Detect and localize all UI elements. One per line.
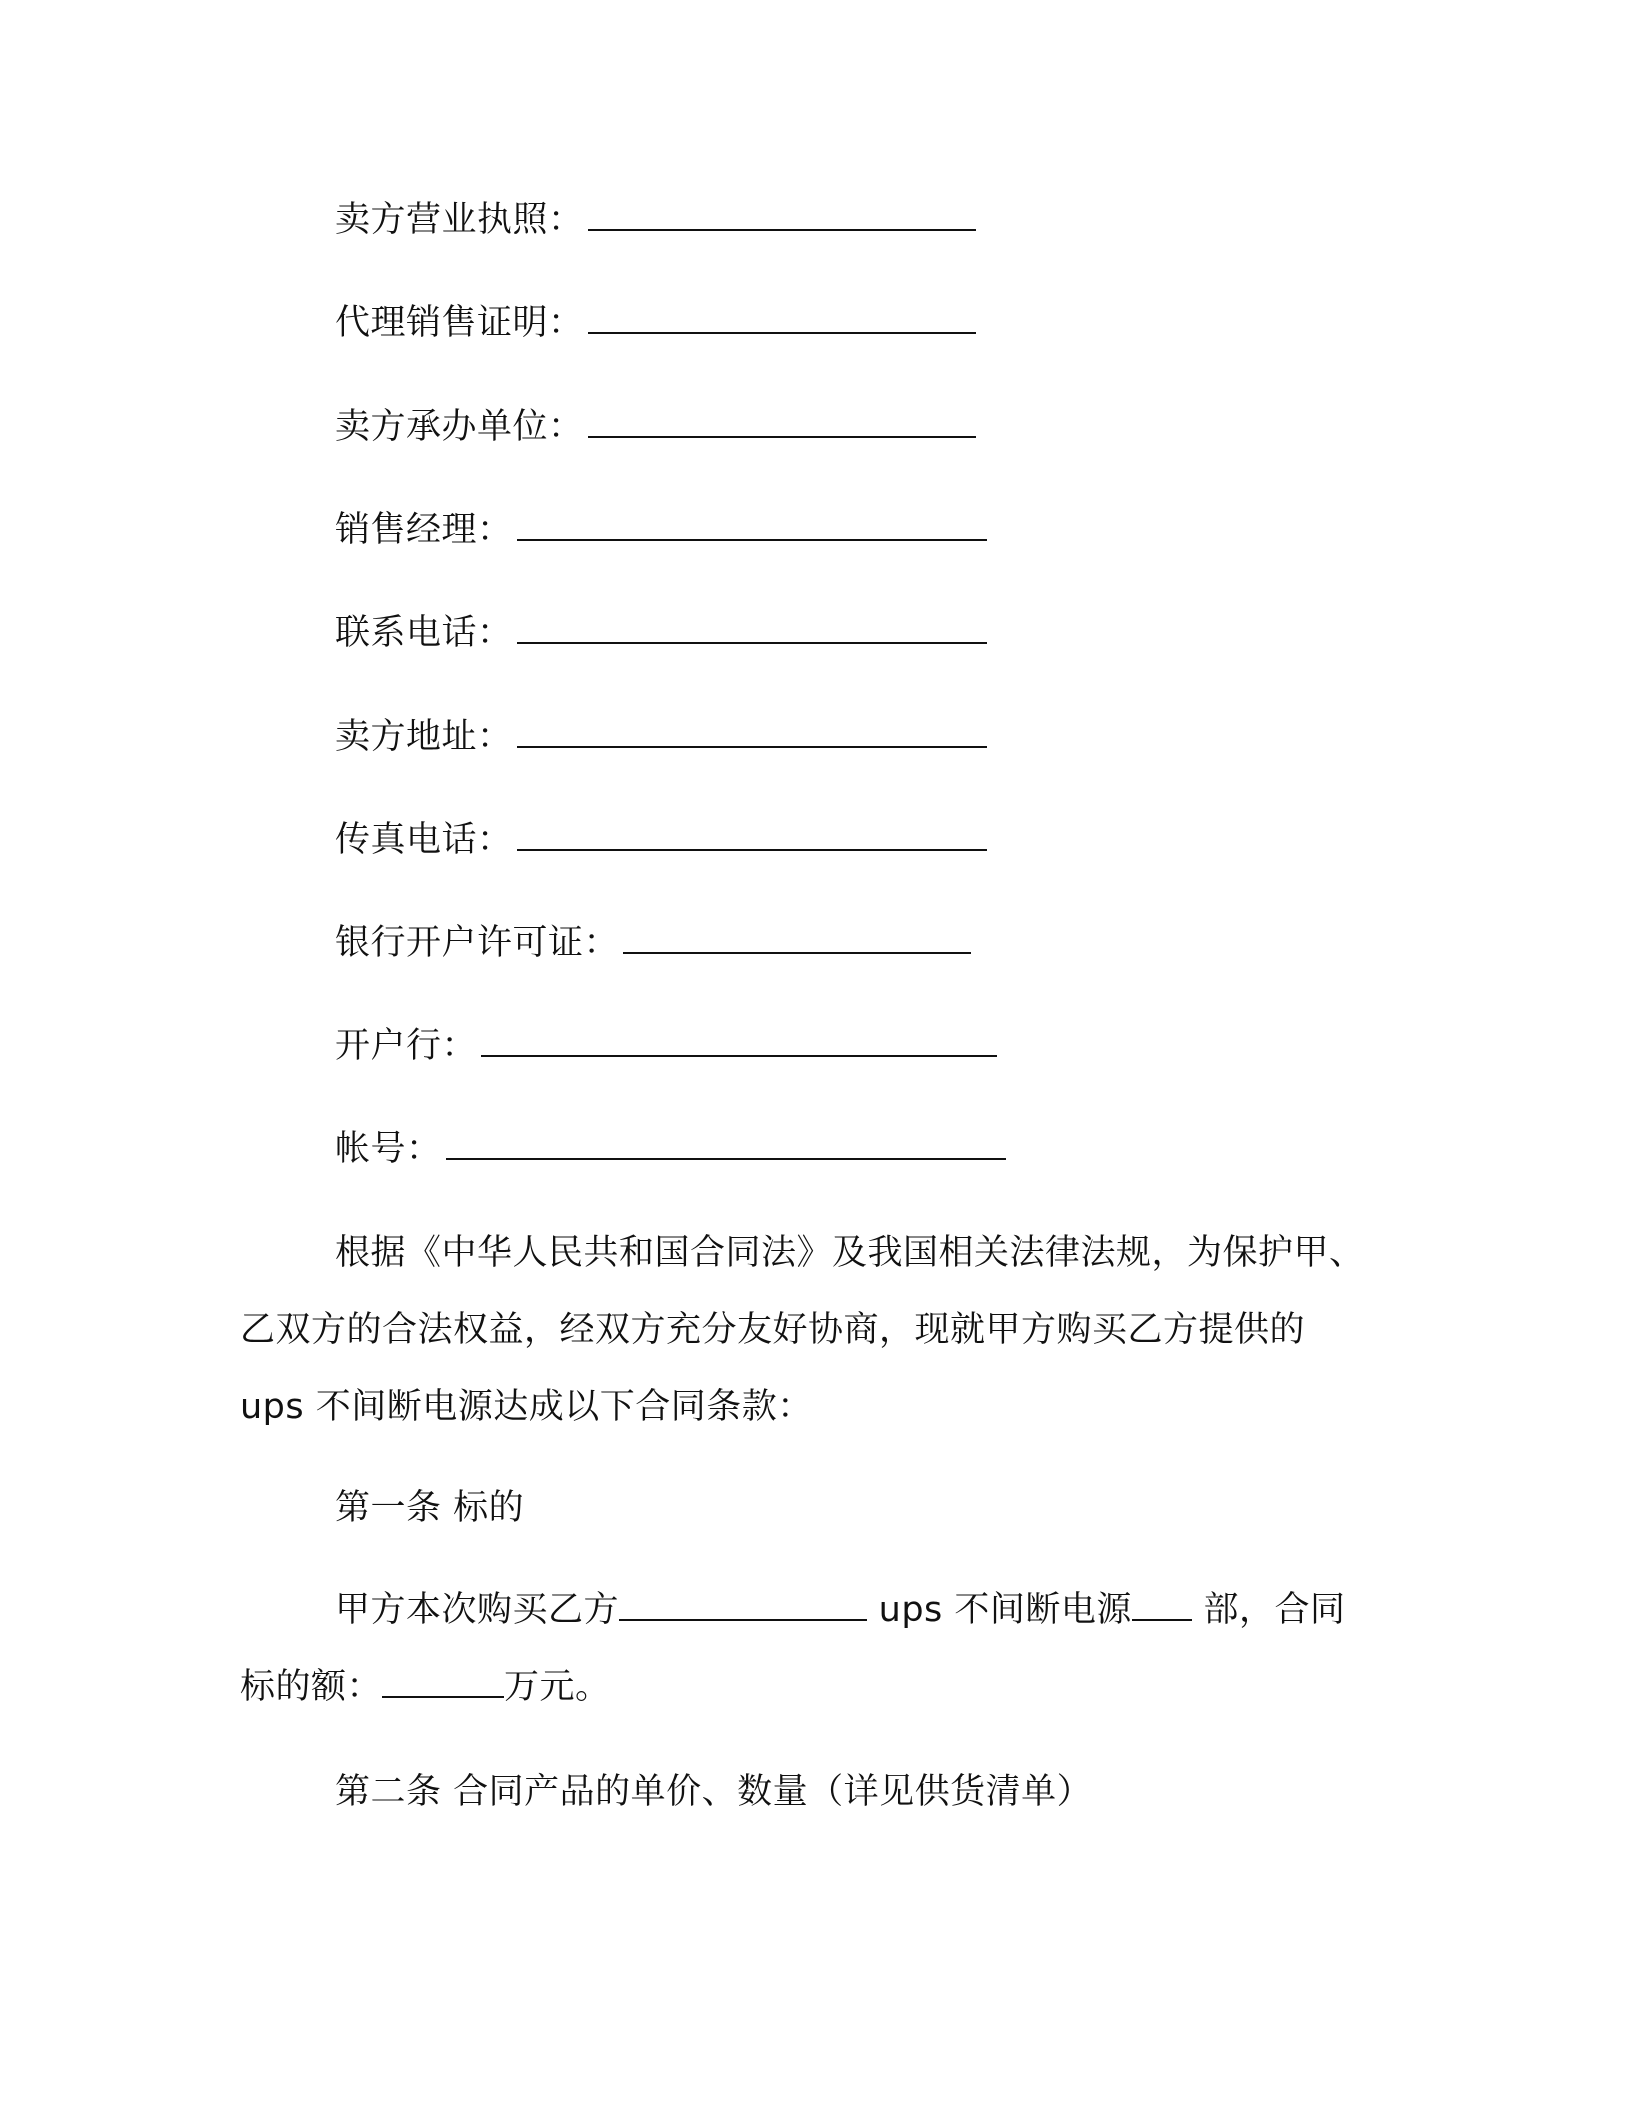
fill-blank[interactable] [588,199,976,231]
intro-line-1: 根据《中华人民共和国合同法》及我国相关法律法规，为保护甲、 [335,1233,1365,1273]
field-label: 代理销售证明： [335,303,584,343]
fill-blank[interactable] [588,302,976,334]
field-fax [335,816,987,864]
field-seller-address [335,713,987,761]
fill-blank-quantity[interactable] [1132,1589,1192,1621]
fill-blank[interactable] [517,819,987,851]
intro-line-3: ups 不间断电源达成以下合同条款： [240,1387,813,1427]
article-2-heading: 第二条 合同产品的单价、数量（详见供货清单） [335,1772,1093,1812]
field-label: 银行开户许可证： [335,923,620,963]
field-label: 卖方营业执照： [335,200,584,240]
fill-blank[interactable] [623,922,971,954]
field-account-number [335,1125,1006,1173]
fill-blank-brand[interactable] [619,1589,867,1621]
article-1-text-a: 甲方本次购买乙方 [335,1590,620,1630]
article-1-line-2 [240,1663,611,1711]
field-label: 开户行： [335,1026,478,1066]
intro-line-2: 乙双方的合法权益，经双方充分友好协商，现就甲方购买乙方提供的 [240,1310,1306,1350]
article-1-text-e: 万元。 [504,1667,611,1707]
field-label: 卖方承办单位： [335,407,584,447]
field-label: 帐号： [335,1129,442,1169]
field-seller-contractor [335,403,976,451]
field-bank-account-permit [335,919,971,967]
fill-blank[interactable] [588,406,976,438]
fill-blank[interactable] [446,1128,1006,1160]
field-agency-sales-certificate [335,299,976,347]
fill-blank[interactable] [481,1025,997,1057]
fill-blank[interactable] [517,716,987,748]
article-1-text-d: 标的额： [240,1667,383,1707]
fill-blank[interactable] [517,509,987,541]
field-sales-manager [335,506,987,554]
fill-blank-amount[interactable] [382,1666,504,1698]
article-1-heading: 第一条 标的 [335,1488,525,1528]
article-1-text-c: 部，合同 [1191,1590,1346,1630]
field-label: 卖方地址： [335,717,513,757]
field-label: 传真电话： [335,820,513,860]
field-label: 销售经理： [335,510,513,550]
field-bank [335,1022,997,1070]
article-1-text-b: ups 不间断电源 [867,1590,1132,1630]
field-seller-business-license [335,196,976,244]
field-label: 联系电话： [335,613,513,653]
article-1-line-1 [335,1586,1346,1634]
fill-blank[interactable] [517,612,987,644]
field-phone [335,609,987,657]
